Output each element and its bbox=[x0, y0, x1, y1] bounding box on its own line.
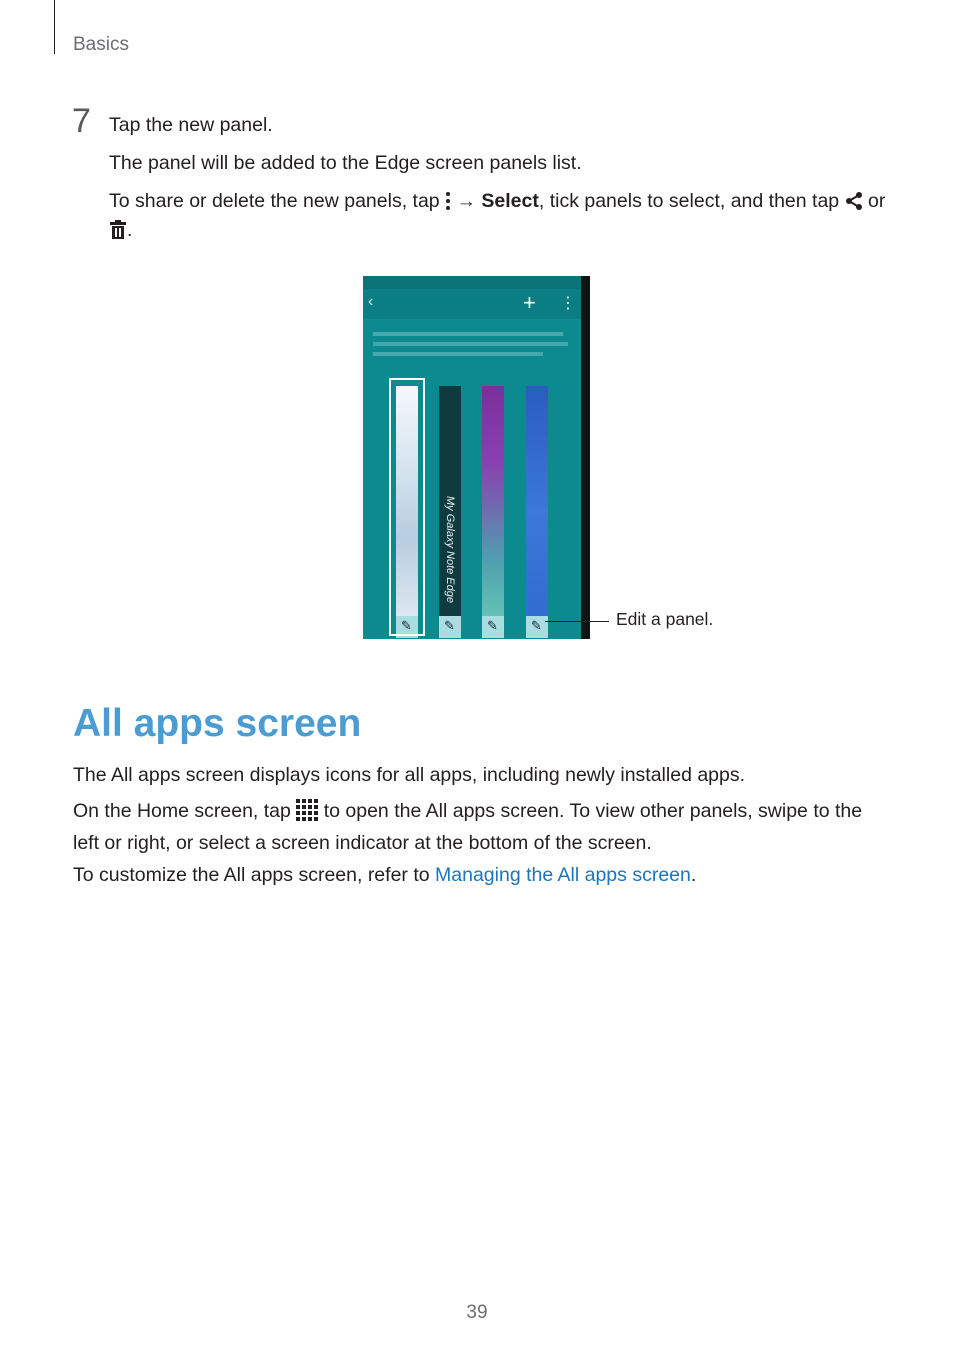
callout-line bbox=[545, 621, 609, 622]
managing-all-apps-link[interactable]: Managing the All apps screen bbox=[435, 864, 691, 886]
panel-3[interactable] bbox=[482, 386, 504, 638]
step-number: 7 bbox=[72, 102, 91, 140]
share-end: . bbox=[127, 219, 133, 241]
para2-prefix: On the Home screen, tap bbox=[73, 800, 291, 822]
header-rule bbox=[54, 0, 55, 54]
section-para-3 bbox=[73, 861, 873, 889]
section-para-1: The All apps screen displays icons for all apps, including newly installed apps. bbox=[73, 764, 746, 786]
step-result: The panel will be added to the Edge screen panels list. bbox=[109, 152, 582, 174]
blurred-text-line bbox=[373, 342, 568, 346]
more-icon[interactable]: ⋮ bbox=[560, 295, 576, 312]
section-title: All apps screen bbox=[73, 702, 362, 745]
share-icon bbox=[845, 191, 863, 217]
back-icon[interactable]: ‹ bbox=[368, 293, 374, 310]
edge-panels-screenshot bbox=[363, 276, 590, 639]
add-icon[interactable]: + bbox=[523, 290, 536, 315]
panel-label: My Galaxy Note Edge bbox=[444, 496, 456, 603]
select-label: Select bbox=[481, 190, 539, 212]
para3-end: . bbox=[690, 864, 697, 886]
app-bar bbox=[363, 289, 590, 319]
step-share-text bbox=[109, 189, 885, 217]
status-bar bbox=[363, 276, 590, 289]
section-header: Basics bbox=[73, 34, 129, 55]
para2-suffix: to open the All apps screen. To view other panels, swipe to the left or right, or select a screen indicator at the bottom of the screen. bbox=[73, 800, 863, 854]
share-middle: , tick panels to select, and then tap bbox=[538, 190, 840, 212]
edit-pen-icon[interactable]: ✎ bbox=[439, 616, 461, 638]
blurred-text-line bbox=[373, 332, 563, 336]
section-para-2 bbox=[73, 797, 873, 857]
panel-4[interactable] bbox=[526, 386, 548, 638]
more-options-icon bbox=[445, 191, 451, 217]
share-arrow: → bbox=[456, 190, 476, 212]
panel-2[interactable] bbox=[439, 386, 461, 638]
step-instruction: Tap the new panel. bbox=[109, 114, 273, 136]
edge-screen bbox=[581, 276, 590, 639]
share-prefix: To share or delete the new panels, tap bbox=[109, 190, 440, 212]
callout-label: Edit a panel. bbox=[616, 609, 714, 629]
page-number: 39 bbox=[466, 1302, 488, 1323]
step-share-end bbox=[109, 218, 132, 246]
delete-icon bbox=[109, 220, 127, 246]
edit-pen-icon[interactable]: ✎ bbox=[482, 616, 504, 638]
share-or: or bbox=[867, 190, 886, 212]
blurred-text-line bbox=[373, 352, 543, 356]
selected-panel-frame bbox=[389, 378, 425, 636]
para3-prefix: To customize the All apps screen, refer to bbox=[73, 864, 430, 886]
edit-pen-icon[interactable]: ✎ bbox=[396, 616, 418, 638]
edit-pen-icon[interactable]: ✎ bbox=[526, 616, 548, 638]
apps-grid-icon bbox=[296, 799, 318, 829]
